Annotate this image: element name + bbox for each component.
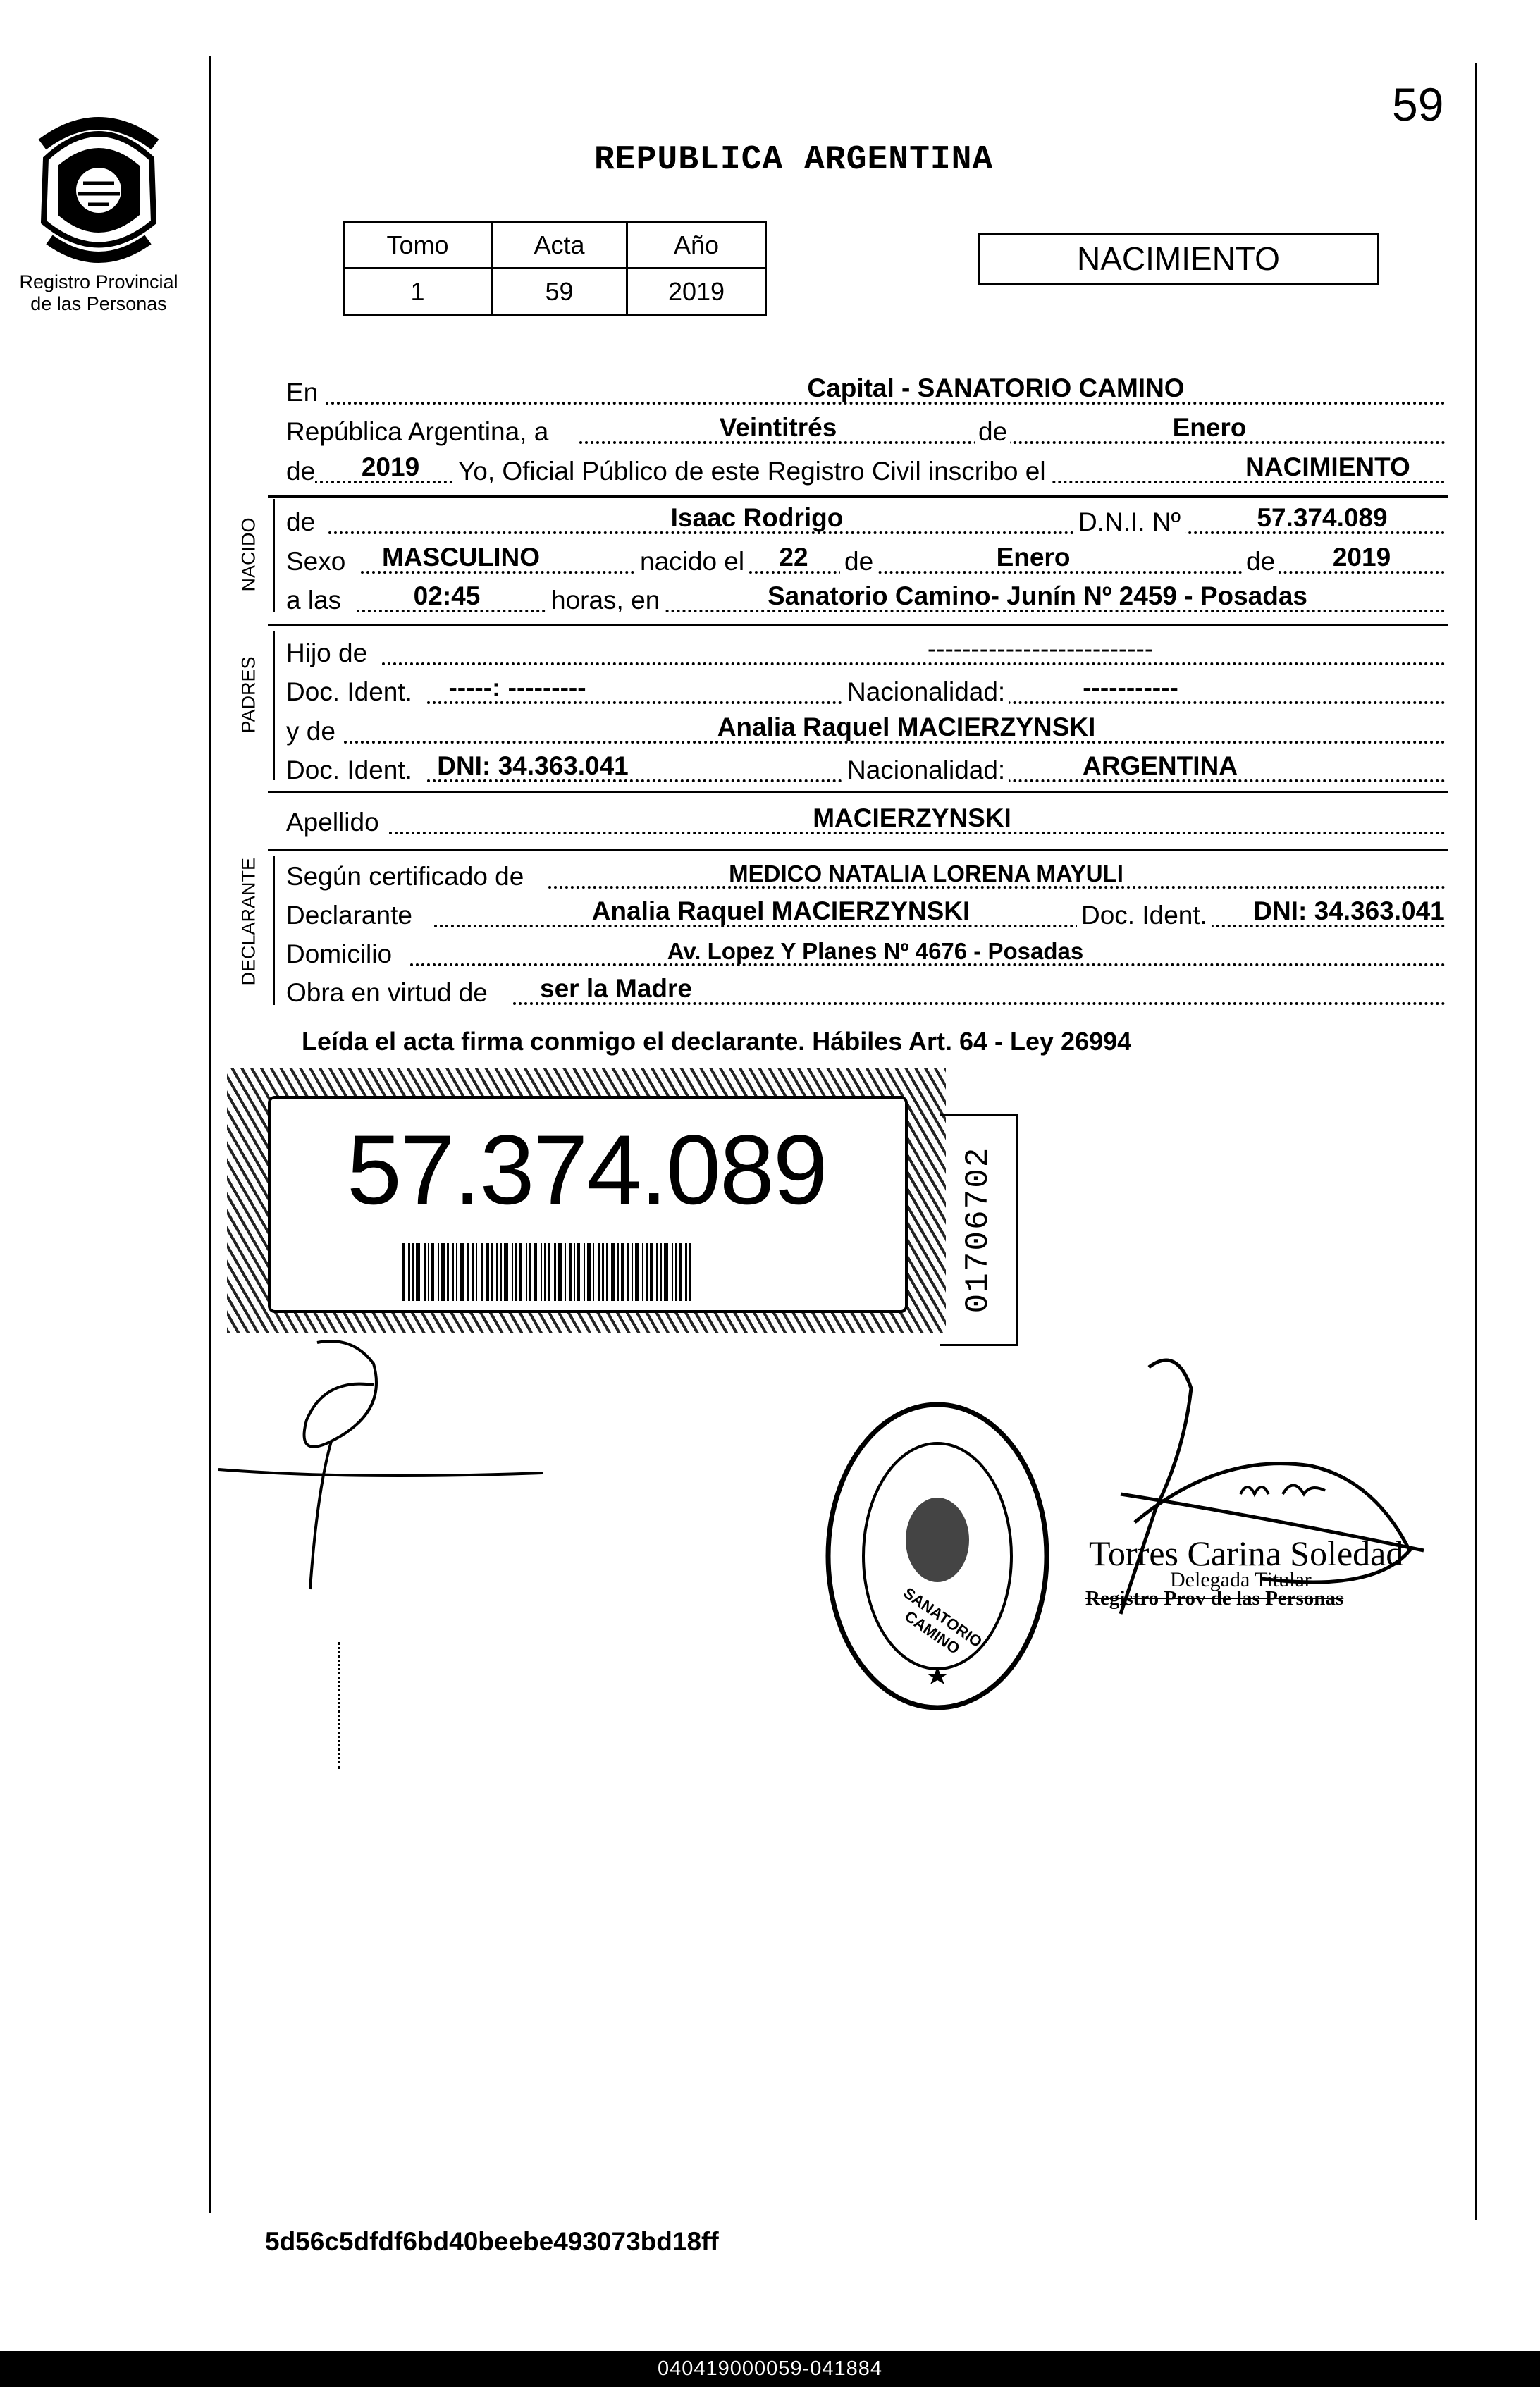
declarante-bracket [273,856,275,1005]
row-doc1 [286,672,1446,708]
mes-value: Enero [996,543,1071,572]
delegate-title: Delegada Titular [1170,1568,1312,1591]
act-type-box: NACIMIENTO [978,233,1379,285]
seal-inner-text: SANATORIO CAMINO [900,1584,986,1658]
de-label: de [975,417,1010,447]
horas-label: horas, en [547,586,664,615]
obra-value: ser la Madre [540,974,692,1003]
separator-4 [268,849,1448,851]
day-value: Veintitrés [719,413,837,442]
year-value: 2019 [361,452,420,481]
footer-code: 040419000059-041884 [0,2351,1540,2387]
apellido-value: MACIERZYNSKI [813,803,1011,832]
tomo-value: 1 [344,269,492,315]
document-hash: 5d56c5dfdf6bd40beebe493073bd18ff [265,2227,719,2256]
dni-value: 57.374.089 [1257,503,1388,532]
sticker-dni-number: 57.374.089 [347,1114,827,1225]
domicilio-value: Av. Lopez Y Planes Nº 4676 - Posadas [667,938,1084,964]
registry-table [343,221,767,316]
doc2-label: Doc. Ident. [286,755,412,784]
doc1-label: Doc. Ident. [286,677,412,706]
row-obra [286,973,1446,1009]
nacido-bracket [273,499,275,612]
row-en [286,372,1446,409]
nacido-el-label: nacido el [636,547,749,576]
sexo-value: MASCULINO [381,543,541,572]
separator-3 [268,791,1448,793]
obra-label: Obra en virtud de [286,978,488,1007]
document-title: REPUBLICA ARGENTINA [594,141,994,179]
delegate-org: Registro Prov de las Personas [1085,1587,1344,1610]
row-republica [286,412,1446,448]
nac1-value: ----------- [1083,673,1178,702]
inscribo-text: Yo, Oficial Público de este Registro Civil inscribo el [454,457,1050,486]
right-margin-line [1475,63,1477,2220]
anio-nac-value: 2019 [1332,543,1391,572]
doc2-value: DNI: 34.363.041 [437,751,629,780]
dni-label: D.N.I. Nº [1074,507,1185,537]
decl-doc-label: Doc. Ident. [1077,901,1212,930]
cert-value: MEDICO NATALIA LORENA MAYULI [729,861,1123,887]
nac1-label: Nacionalidad: [843,677,1009,707]
doc1-value: -----: --------- [448,673,586,702]
month-value: Enero [1172,413,1247,442]
separator-2 [268,624,1448,626]
misiones-seal-icon [28,116,169,268]
hijo-value: -------------------------- [927,634,1154,663]
registry-logo [14,116,183,315]
en-value: Capital - SANATORIO CAMINO [807,374,1185,402]
declarante-label: Declarante [286,901,412,930]
de2-label: de [840,547,877,576]
anio-header: Año [627,222,766,269]
alas-label: a las [286,586,342,615]
decl-doc-value: DNI: 34.363.041 [1253,896,1445,925]
madre-value: Analia Raquel MACIERZYNSKI [717,713,1096,741]
logo-caption-line2: de las Personas [30,293,167,314]
anio-value: 2019 [627,269,766,315]
row-anio [286,451,1446,488]
hora-value: 02:45 [413,581,481,610]
domicilio-label: Domicilio [286,939,393,968]
row-apellido [286,802,1446,839]
declarant-signature-icon [211,1336,550,1603]
yde-label: y de [286,717,335,746]
delegate-name: Torres Carina Soledad [1089,1534,1404,1573]
nacido-section-label: NACIDO [238,517,259,592]
margin-marks [338,1642,343,1769]
row-certificado [286,856,1446,893]
apellido-label: Apellido [286,808,379,837]
nac2-label: Nacionalidad: [843,755,1009,785]
side-code-box [940,1114,1018,1346]
republica-label: República Argentina, a [286,417,549,446]
nacido-de-label: de [286,507,316,536]
row-domicilio [286,934,1446,970]
row-nacido-hora [286,580,1446,617]
inscribo-value: NACIMIENTO [1245,452,1410,481]
padres-bracket [273,631,275,780]
padres-section-label: PADRES [238,656,259,734]
logo-caption-line1: Registro Provincial [19,271,178,292]
de3-label: de [1242,547,1279,576]
left-margin-line [209,56,211,2213]
row-nacido-nombre [286,502,1446,538]
declarante-value: Analia Raquel MACIERZYNSKI [591,896,971,925]
acta-value: 59 [492,269,627,315]
en-label: En [286,378,319,407]
nacido-name: Isaac Rodrigo [670,503,844,532]
tomo-header: Tomo [344,222,492,269]
row-madre [286,711,1446,748]
dni-sticker [227,1068,946,1333]
cert-label: Según certificado de [286,862,524,891]
acta-header: Acta [492,222,627,269]
nac2-value: ARGENTINA [1083,751,1238,780]
row-declarante [286,895,1446,932]
hijo-label: Hijo de [286,639,368,667]
page-number: 59 [1392,78,1444,130]
barcode-icon [402,1243,796,1301]
row-hijo [286,633,1446,670]
closing-note: Leída el acta firma conmigo el declarante. Hábiles Art. 64 - Ley 26994 [302,1027,1132,1056]
sexo-label: Sexo [286,547,346,576]
dia-value: 22 [779,543,808,572]
de-year-label: de [286,457,316,486]
separator-1 [268,495,1448,498]
lugar-value: Sanatorio Camino- Junín Nº 2459 - Posadas [767,581,1308,610]
declarante-section-label: DECLARANTE [238,857,259,986]
side-code: 01706702 [959,1146,997,1314]
row-doc2 [286,750,1446,787]
row-nacido-sexo [286,541,1446,578]
